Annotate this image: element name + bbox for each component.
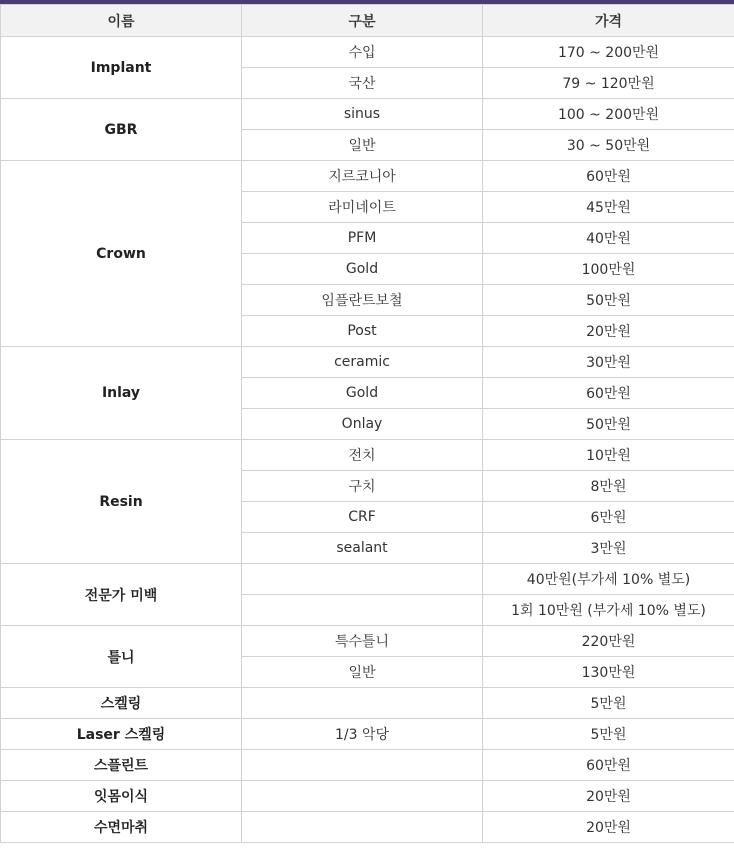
type-cell: 1/3 악당 (242, 719, 483, 750)
type-cell: Onlay (242, 409, 483, 440)
table-row (1, 719, 734, 750)
price-cell: 45만원 (483, 192, 734, 223)
row-name-crown: Crown (1, 161, 242, 347)
type-cell: 구치 (242, 471, 483, 502)
type-cell (242, 750, 483, 781)
price-cell: 5만원 (483, 719, 734, 750)
type-cell: Gold (242, 254, 483, 285)
type-cell (242, 564, 483, 595)
table-row (1, 564, 734, 595)
type-cell: 지르코니아 (242, 161, 483, 192)
table-row (1, 626, 734, 657)
price-cell: 170 ~ 200만원 (483, 37, 734, 68)
header-type: 구분 (242, 5, 483, 37)
type-cell: 특수틀니 (242, 626, 483, 657)
type-cell: 국산 (242, 68, 483, 99)
row-name-denture: 틀니 (1, 626, 242, 688)
price-cell: 100만원 (483, 254, 734, 285)
type-cell: 일반 (242, 130, 483, 161)
type-cell: CRF (242, 502, 483, 533)
type-cell (242, 781, 483, 812)
price-cell: 6만원 (483, 502, 734, 533)
type-cell: Gold (242, 378, 483, 409)
row-name-sedation: 수면마취 (1, 812, 242, 843)
table-row (1, 688, 734, 719)
table-header-row (1, 5, 734, 37)
header-name: 이름 (1, 5, 242, 37)
table-row (1, 347, 734, 378)
table-row (1, 750, 734, 781)
price-cell: 20만원 (483, 812, 734, 843)
row-name-gbr: GBR (1, 99, 242, 161)
price-cell: 20만원 (483, 316, 734, 347)
type-cell (242, 595, 483, 626)
type-cell: PFM (242, 223, 483, 254)
table-row (1, 99, 734, 130)
price-cell: 5만원 (483, 688, 734, 719)
row-name-scaling: 스켈링 (1, 688, 242, 719)
row-name-resin: Resin (1, 440, 242, 564)
table-row (1, 812, 734, 843)
type-cell (242, 812, 483, 843)
price-cell: 10만원 (483, 440, 734, 471)
type-cell (242, 688, 483, 719)
price-cell: 130만원 (483, 657, 734, 688)
price-cell: 40만원 (483, 223, 734, 254)
row-name-whitening: 전문가 미백 (1, 564, 242, 626)
table-row (1, 781, 734, 812)
price-cell: 20만원 (483, 781, 734, 812)
table-row (1, 440, 734, 471)
type-cell: 전치 (242, 440, 483, 471)
row-name-splint: 스플린트 (1, 750, 242, 781)
price-cell: 60만원 (483, 161, 734, 192)
type-cell: Post (242, 316, 483, 347)
table-row (1, 161, 734, 192)
row-name-gum-graft: 잇몸이식 (1, 781, 242, 812)
type-cell: sinus (242, 99, 483, 130)
header-price: 가격 (483, 5, 734, 37)
price-cell: 79 ~ 120만원 (483, 68, 734, 99)
price-cell: 30만원 (483, 347, 734, 378)
price-cell: 40만원(부가세 10% 별도) (483, 564, 734, 595)
price-cell: 50만원 (483, 285, 734, 316)
price-table (0, 4, 734, 843)
type-cell: 라미네이트 (242, 192, 483, 223)
row-name-inlay: Inlay (1, 347, 242, 440)
type-cell: sealant (242, 533, 483, 564)
price-cell: 60만원 (483, 750, 734, 781)
type-cell: 임플란트보철 (242, 285, 483, 316)
price-cell: 30 ~ 50만원 (483, 130, 734, 161)
price-cell: 60만원 (483, 378, 734, 409)
type-cell: ceramic (242, 347, 483, 378)
price-cell: 50만원 (483, 409, 734, 440)
price-cell: 3만원 (483, 533, 734, 564)
row-name-implant: Implant (1, 37, 242, 99)
row-name-laser-scaling: Laser 스켈링 (1, 719, 242, 750)
type-cell: 일반 (242, 657, 483, 688)
table-row (1, 37, 734, 68)
price-cell: 8만원 (483, 471, 734, 502)
type-cell: 수입 (242, 37, 483, 68)
price-cell: 100 ~ 200만원 (483, 99, 734, 130)
price-cell: 1회 10만원 (부가세 10% 별도) (483, 595, 734, 626)
price-cell: 220만원 (483, 626, 734, 657)
